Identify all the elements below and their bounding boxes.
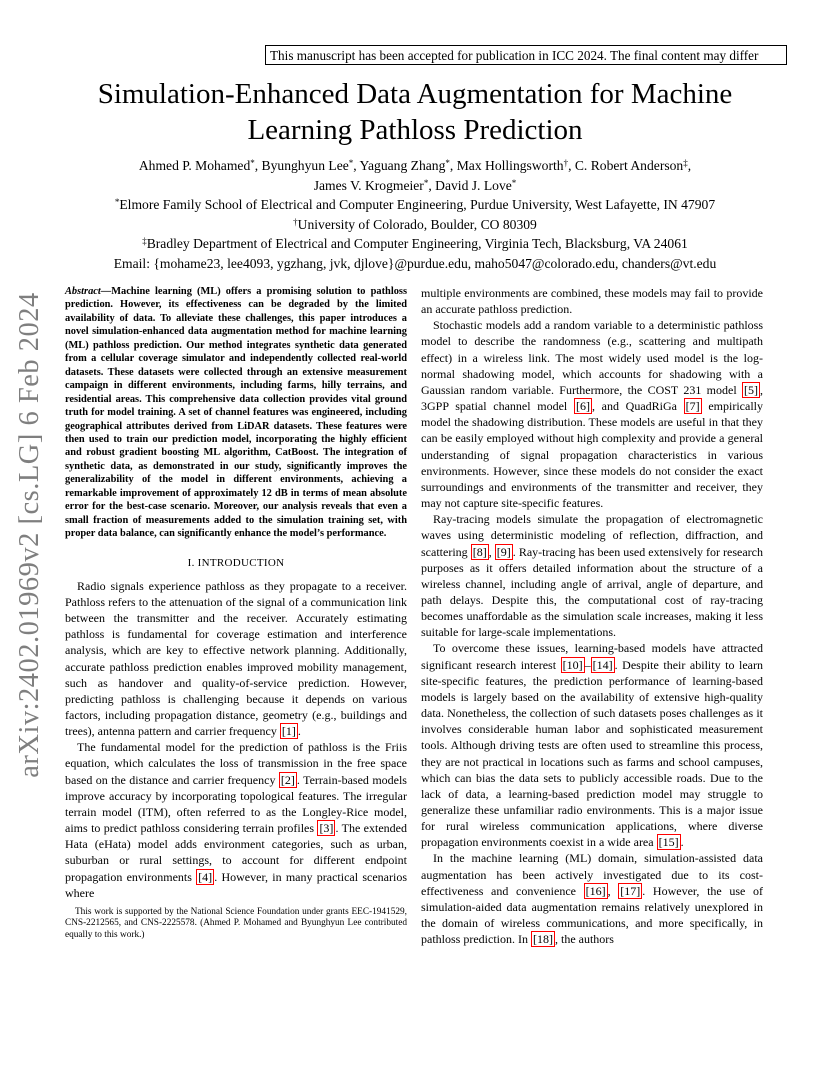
paragraph-ray-tracing: Ray-tracing models simulate the propagation of electromagnetic waves using deterministic modeling of reflection, diffraction, and scattering [8] , [9] . Ray-tracing has been used extensively for research purposes as it offers detailed information about the structure of a wireless channel, including angle of arrival, angle of departure, and path delays. Despite this, the computational cost of ray-tracing becomes unaffordable as the simulation scale increases, making it less suitable for large-scale implementations.	[421, 512, 764, 640]
affiliation-colorado: †University of Colorado, Boulder, CO 80309	[293, 216, 537, 232]
citation-link[interactable]: [5]	[744, 382, 758, 397]
citation-link[interactable]: [16]	[585, 883, 606, 898]
citation-link[interactable]: [7]	[685, 399, 700, 414]
paper-title: Simulation-Enhanced Data Augmentation for Machine Learning Pathloss Prediction	[97, 78, 733, 146]
citation-link[interactable]: [4]	[198, 869, 213, 884]
funding-footnote: This work is supported by the National Science Foundation under grants EEC-1941529, CNS-2212565, and CNS-2225578. (Ahmed P. Mohamed and Byunghyun Lee contributed equally to this work.)	[65, 906, 407, 940]
publication-notice: This manuscript has been accepted for publication in ICC 2024. The final content may differ	[265, 45, 787, 65]
author-line-1: Ahmed P. Mohamed*, Byunghyun Lee*, Yaguang Zhang*, Max Hollingsworth†, C. Robert Anderson‡,	[138, 158, 692, 173]
author-block	[60, 156, 770, 273]
citation-link[interactable]: [2]	[280, 772, 295, 787]
citation-link[interactable]: [18]	[532, 932, 553, 947]
paragraph-stochastic-models: Stochastic models add a random variable to a deterministic pathloss model to describe the randomness (e.g., scattering and multipath effect) in a wireless link. The most widely used model is the log-normal shadowing model, which accounts for shadowing with a Gaussian random variable. Furthermore, the COST 231 model [5] , 3GPP spatial channel model [6] , and QuadRiGa [7] empirically model the shadowing distribution. These models are useful in that they can be easily employed without high complexity and provide a general understanding of signal propagation characteristics in various environments. However, since these models do not consider the exact surroundings and environments of the transmitter and receiver, they may not capture site-specific features.	[421, 318, 764, 511]
citation-link[interactable]: [6]	[575, 399, 590, 414]
citation-link[interactable]: [14]	[592, 657, 613, 672]
paragraph-intro-1: Radio signals experience pathloss as they propagate to a receiver. Pathloss refers to the attenuation of the signal of a communication link between the transmitter and the receiver. Accurately estimating pathloss is fundamental for coverage estimation and interference analysis, which are key to effective network planning. Additionally, accurate pathloss prediction enables improved mobility management, such as handover and quality-of-service prediction. However, predicting pathloss is challenging because it depends on various factors, including propagation distance, geometry (e.g., buildings and trees), antenna pattern and carrier frequency [1] .	[65, 578, 407, 739]
abstract	[65, 285, 407, 541]
citation-link[interactable]: [9]	[496, 544, 511, 559]
paragraph-intro-2: The fundamental model for the prediction of pathloss is the Friis equation, which calculates the loss of transmission in the free space based on the distance and carrier frequency [2] . Terrain-based models improve accuracy by incorporating topological features. The irregular terrain model (ITM), often referred to as the Longley-Rice model, aims to predict pathloss considering terrain profiles [3] . The extended Hata (eHata) model adds environment categories, such as urban, suburban or rural settings, to account for different endpoint propagation environments [4] . However, in many practical scenarios where	[65, 740, 407, 900]
citation-link[interactable]: [15]	[658, 835, 679, 850]
author-line-2: James V. Krogmeier*, David J. Love*	[313, 177, 517, 193]
citation-link[interactable]: [8]	[472, 544, 487, 559]
right-column	[421, 285, 763, 947]
abstract-label: Abstract	[65, 286, 101, 297]
citation-link[interactable]: [10]	[562, 657, 583, 672]
citation-link[interactable]: [17]	[620, 883, 641, 898]
section-heading-introduction: I. INTRODUCTION	[187, 556, 285, 569]
abstract-text: —Machine learning (ML) offers a promising solution to pathloss prediction. However, its effectiveness can be degraded by the limited availability of data. To alleviate these challenges, this paper introduces a novel simulation-enhanced data augmentation method for machine learning (ML) pathloss prediction. Our method integrates synthetic data generated from a cellular coverage simulator and independently collected real-world datasets. These datasets were collected through an extensive measurement campaign in different environments, including farms, hilly terrains, and residential areas. This comprehensive data collection provides vital ground truth for model training. A set of channel features was engineered, including geographical attributes derived from LiDAR datasets. These features were then used to train our prediction model, incorporating the highly efficient and robust gradient boosting ML algorithm, CatBoost. The integration of synthetic data, as demonstrated in our study, significantly improves the generalizability of the model in different environments, achieving a remarkable improvement of approximately 12 dB in terms of mean absolute error for the best-case scenario. Moreover, our analysis reveals that even a small fraction of measurements added to the simulation training set, with proper data balance, can significantly enhance the model’s performance.	[65, 286, 407, 540]
paragraph-data-augmentation: In the machine learning (ML) domain, simulation-assisted data augmentation has been actively investigated due to its cost-effectiveness and convenience [16] , [17] . However, the use of simulation-aided data augmentation remains relatively unexplored in the domain of wireless communications, and more specifically, in pathloss prediction. In [18] , the authors	[421, 851, 763, 947]
paragraph-continued: multiple environments are combined, these models may fail to provide an accurate pathloss prediction.	[421, 286, 763, 317]
arxiv-identifier-text: arXiv:2402.01969v2 [cs.LG] 6 Feb 2024	[14, 292, 45, 778]
affiliation-purdue: *Elmore Family School of Electrical and Computer Engineering, Purdue University, West Lafayette, IN 47907	[114, 197, 716, 212]
author-emails: Email: {mohame23, lee4093, ygzhang, jvk, djlove}@purdue.edu, maho5047@colorado.edu, chanders@vt.edu	[113, 255, 717, 271]
affiliation-virginia-tech: ‡Bradley Department of Electrical and Computer Engineering, Virginia Tech, Blacksburg, VA 24061	[142, 236, 688, 251]
arxiv-identifier[interactable]	[5, 292, 55, 778]
left-column	[65, 285, 407, 951]
citation-link[interactable]: [3]	[319, 821, 334, 836]
citation-link[interactable]: [1]	[281, 724, 296, 739]
paragraph-learning-models: To overcome these issues, learning-based models have attracted significant research interest [10] – [14] . Despite their ability to learn site-specific features, the prediction performance of learning-based models is largely based on the availability of extensive high-quality data. Nonetheless, the collection of such datasets poses challenges as it involves considerable human labor and sophisticated measurement tools. Although driving tests are often used to streamline this process, they are not practical in locations such as farms and school campuses, which can bias the data sets to publicly accessible roads. Due to the lack of data, a learning-based prediction model may struggle to generalize these unfamiliar radio environments. This is a major issue for rural wireless communication applications, where diverse propagation environments coexist in a wide area [15] .	[421, 641, 763, 850]
